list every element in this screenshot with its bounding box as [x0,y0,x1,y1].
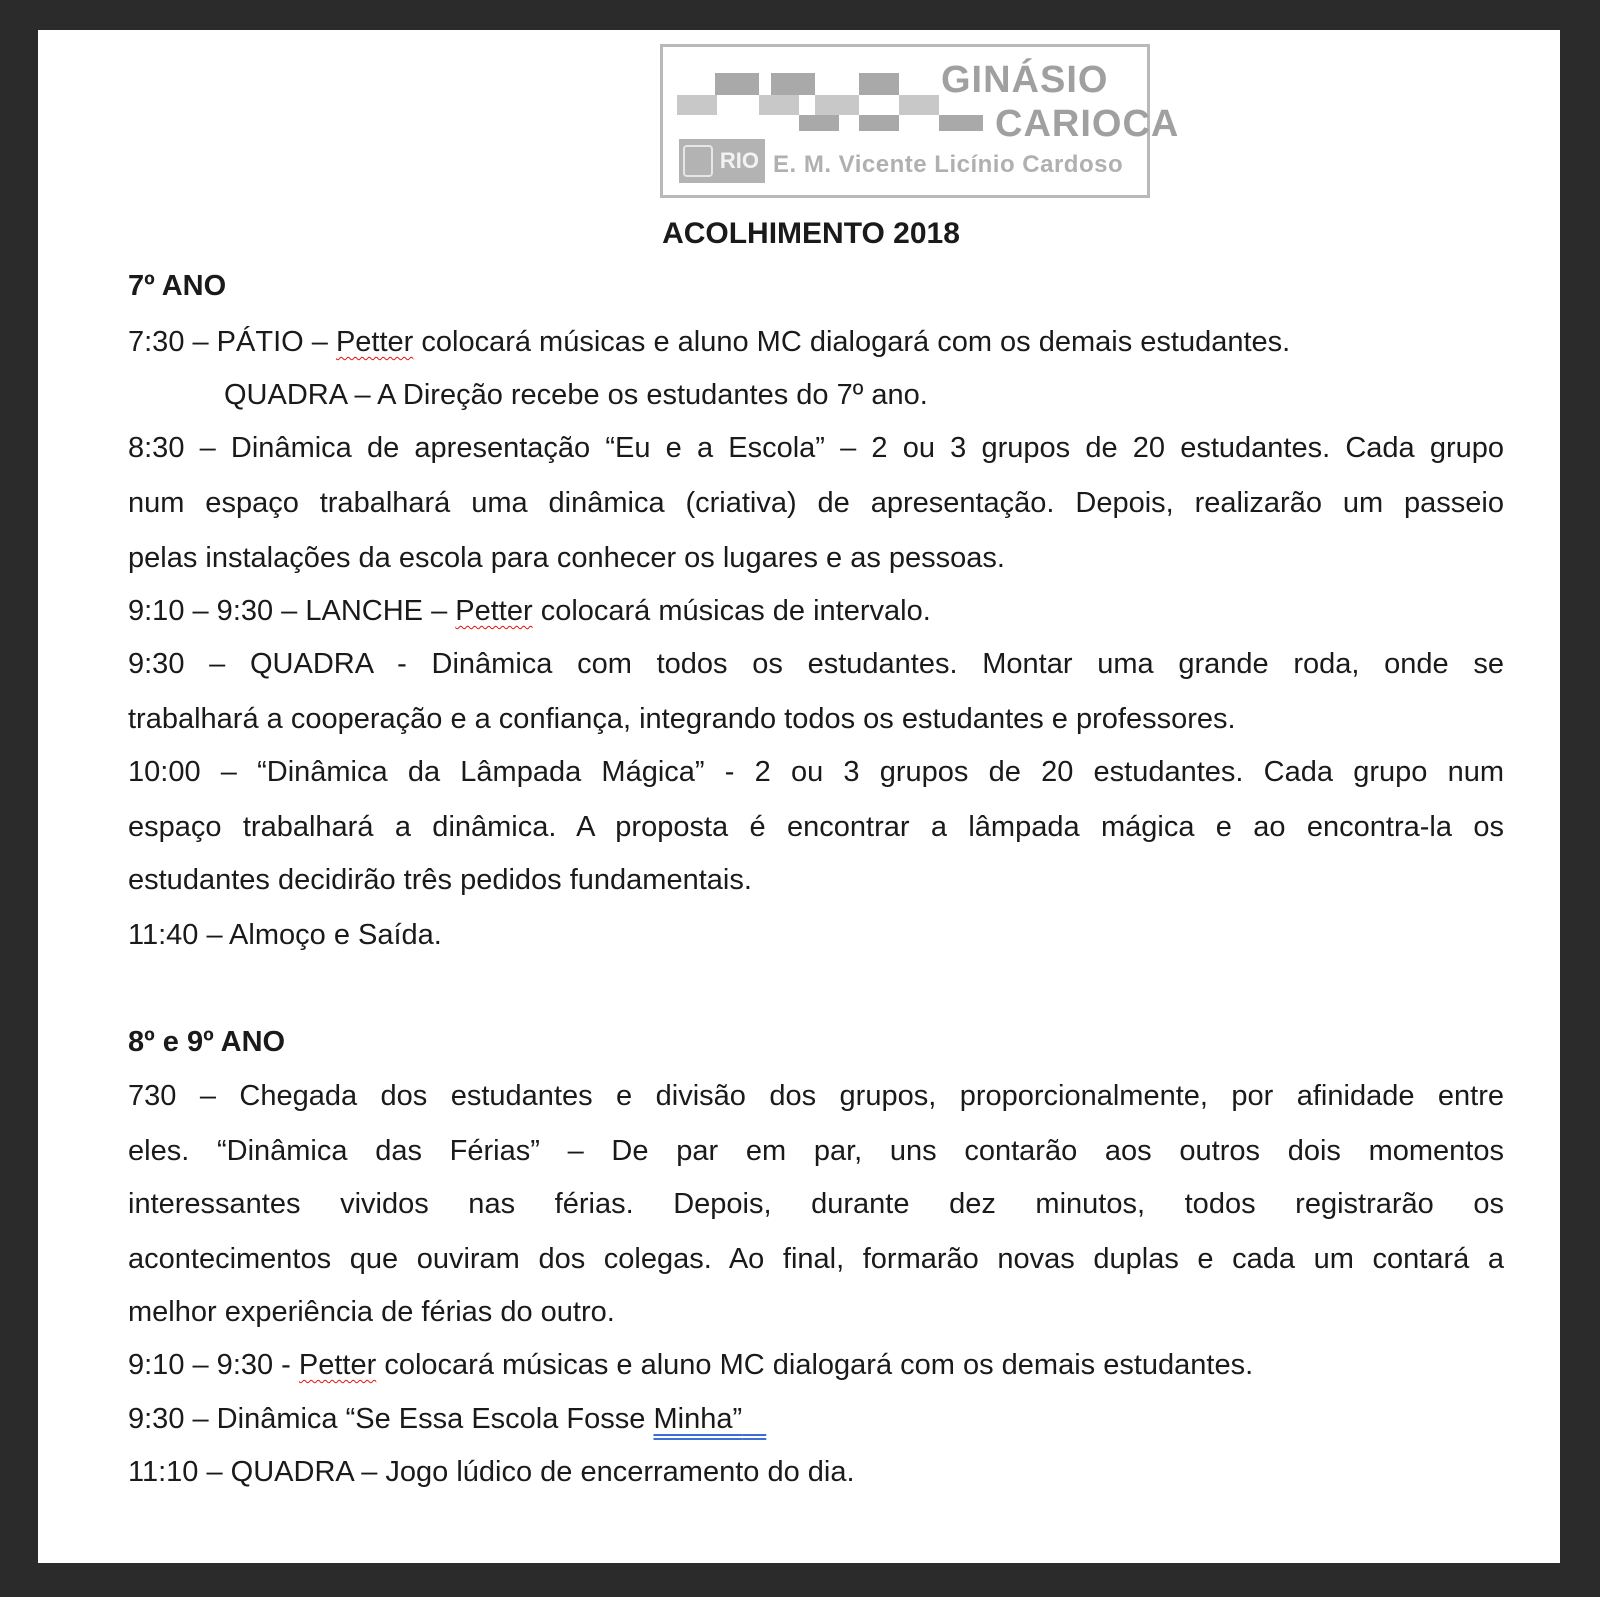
schedule-line [128,324,1504,360]
document-title: ACOLHIMENTO 2018 [662,217,960,250]
logo-block [899,95,939,115]
paragraph-line: 10:00 – “Dinâmica da Lâmpada Mágica” - 2 ou 3 grupos de 20 estudantes. Cada grupo num [128,756,1504,788]
paragraph-line: melhor experiência de férias do outro. [128,1296,615,1328]
rio-badge [679,139,765,183]
logo-school-name: E. M. Vicente Licínio Cardoso [773,151,1124,178]
text-fragment: colocará músicas e aluno MC dialogará com os demais estudantes. [376,1349,1254,1381]
logo-block [799,115,839,131]
logo-block [859,115,899,131]
schedule-line [128,593,1504,629]
paragraph-line: 730 – Chegada dos estudantes e divisão dos grupos, proporcionalmente, por afinidade entre [128,1080,1504,1112]
grammar-flag-tail [742,1403,766,1435]
paragraph-line: espaço trabalhará a dinâmica. A proposta é encontrar a lâmpada mágica e ao encontra-la os [128,811,1504,843]
school-logo [660,44,1180,198]
text-fragment: 9:10 – 9:30 – LANCHE – [128,595,456,627]
rio-badge-text: RIO [719,148,759,173]
section-heading-8-9-ano: 8º e 9º ANO [128,1026,286,1058]
text-fragment: colocará músicas e aluno MC dialogará com os demais estudantes. [413,326,1291,358]
paragraph-line: pelas instalações da escola para conhecer os lugares e as pessoas. [128,542,1005,574]
paragraph-line: 8:30 – Dinâmica de apresentação “Eu e a Escola” – 2 ou 3 grupos de 20 estudantes. Cada grupo [128,432,1504,464]
logo-block [815,95,859,115]
paragraph-line: eles. “Dinâmica das Férias” – De par em par, uns contarão aos outros dois momentos [128,1135,1504,1167]
logo-line2: CARIOCA [995,103,1180,145]
schedule-line [128,1347,1504,1383]
logo-block [715,73,759,95]
logo-block [677,95,717,115]
logo-block [859,73,899,95]
paragraph-line: acontecimentos que ouviram dos colegas. Ao final, formarão novas duplas e cada um contará a [128,1243,1504,1275]
misspelled-word: Petter [335,326,414,358]
paragraph-line: interessantes vividos nas férias. Depois, durante dez minutos, todos registrarão os [128,1188,1504,1220]
schedule-line: 11:40 – Almoço e Saída. [128,919,442,951]
schedule-line: 11:10 – QUADRA – Jogo lúdico de encerramento do dia. [128,1456,855,1488]
text-fragment: 7:30 – PÁTIO – [128,326,336,358]
logo-block [759,95,799,115]
logo-block [939,115,983,131]
paragraph-line: num espaço trabalhará uma dinâmica (criativa) de apresentação. Depois, realizarão um passeio [128,487,1504,519]
text-fragment: colocará músicas de intervalo. [532,595,931,627]
schedule-line [128,1401,1504,1437]
text-fragment: 9:10 – 9:30 - [128,1349,299,1381]
text-fragment: 9:30 – Dinâmica “Se Essa Escola Fosse [128,1403,654,1435]
paragraph-line: 9:30 – QUADRA - Dinâmica com todos os estudantes. Montar uma grande roda, onde se [128,648,1504,680]
city-seal-icon [683,145,713,177]
grammar-flag-word: Minha” [653,1403,743,1435]
schedule-line: QUADRA – A Direção recebe os estudantes do 7º ano. [224,379,928,411]
misspelled-word: Petter [455,595,533,627]
section-heading-7-ano: 7º ANO [128,270,227,302]
logo-block [771,73,815,95]
logo-line1: GINÁSIO [941,59,1109,101]
misspelled-word: Petter [298,1349,377,1381]
document-page [38,30,1560,1563]
paragraph-line: estudantes decidirão três pedidos fundamentais. [128,864,752,896]
paragraph-line: trabalhará a cooperação e a confiança, integrando todos os estudantes e professores. [128,703,1236,735]
